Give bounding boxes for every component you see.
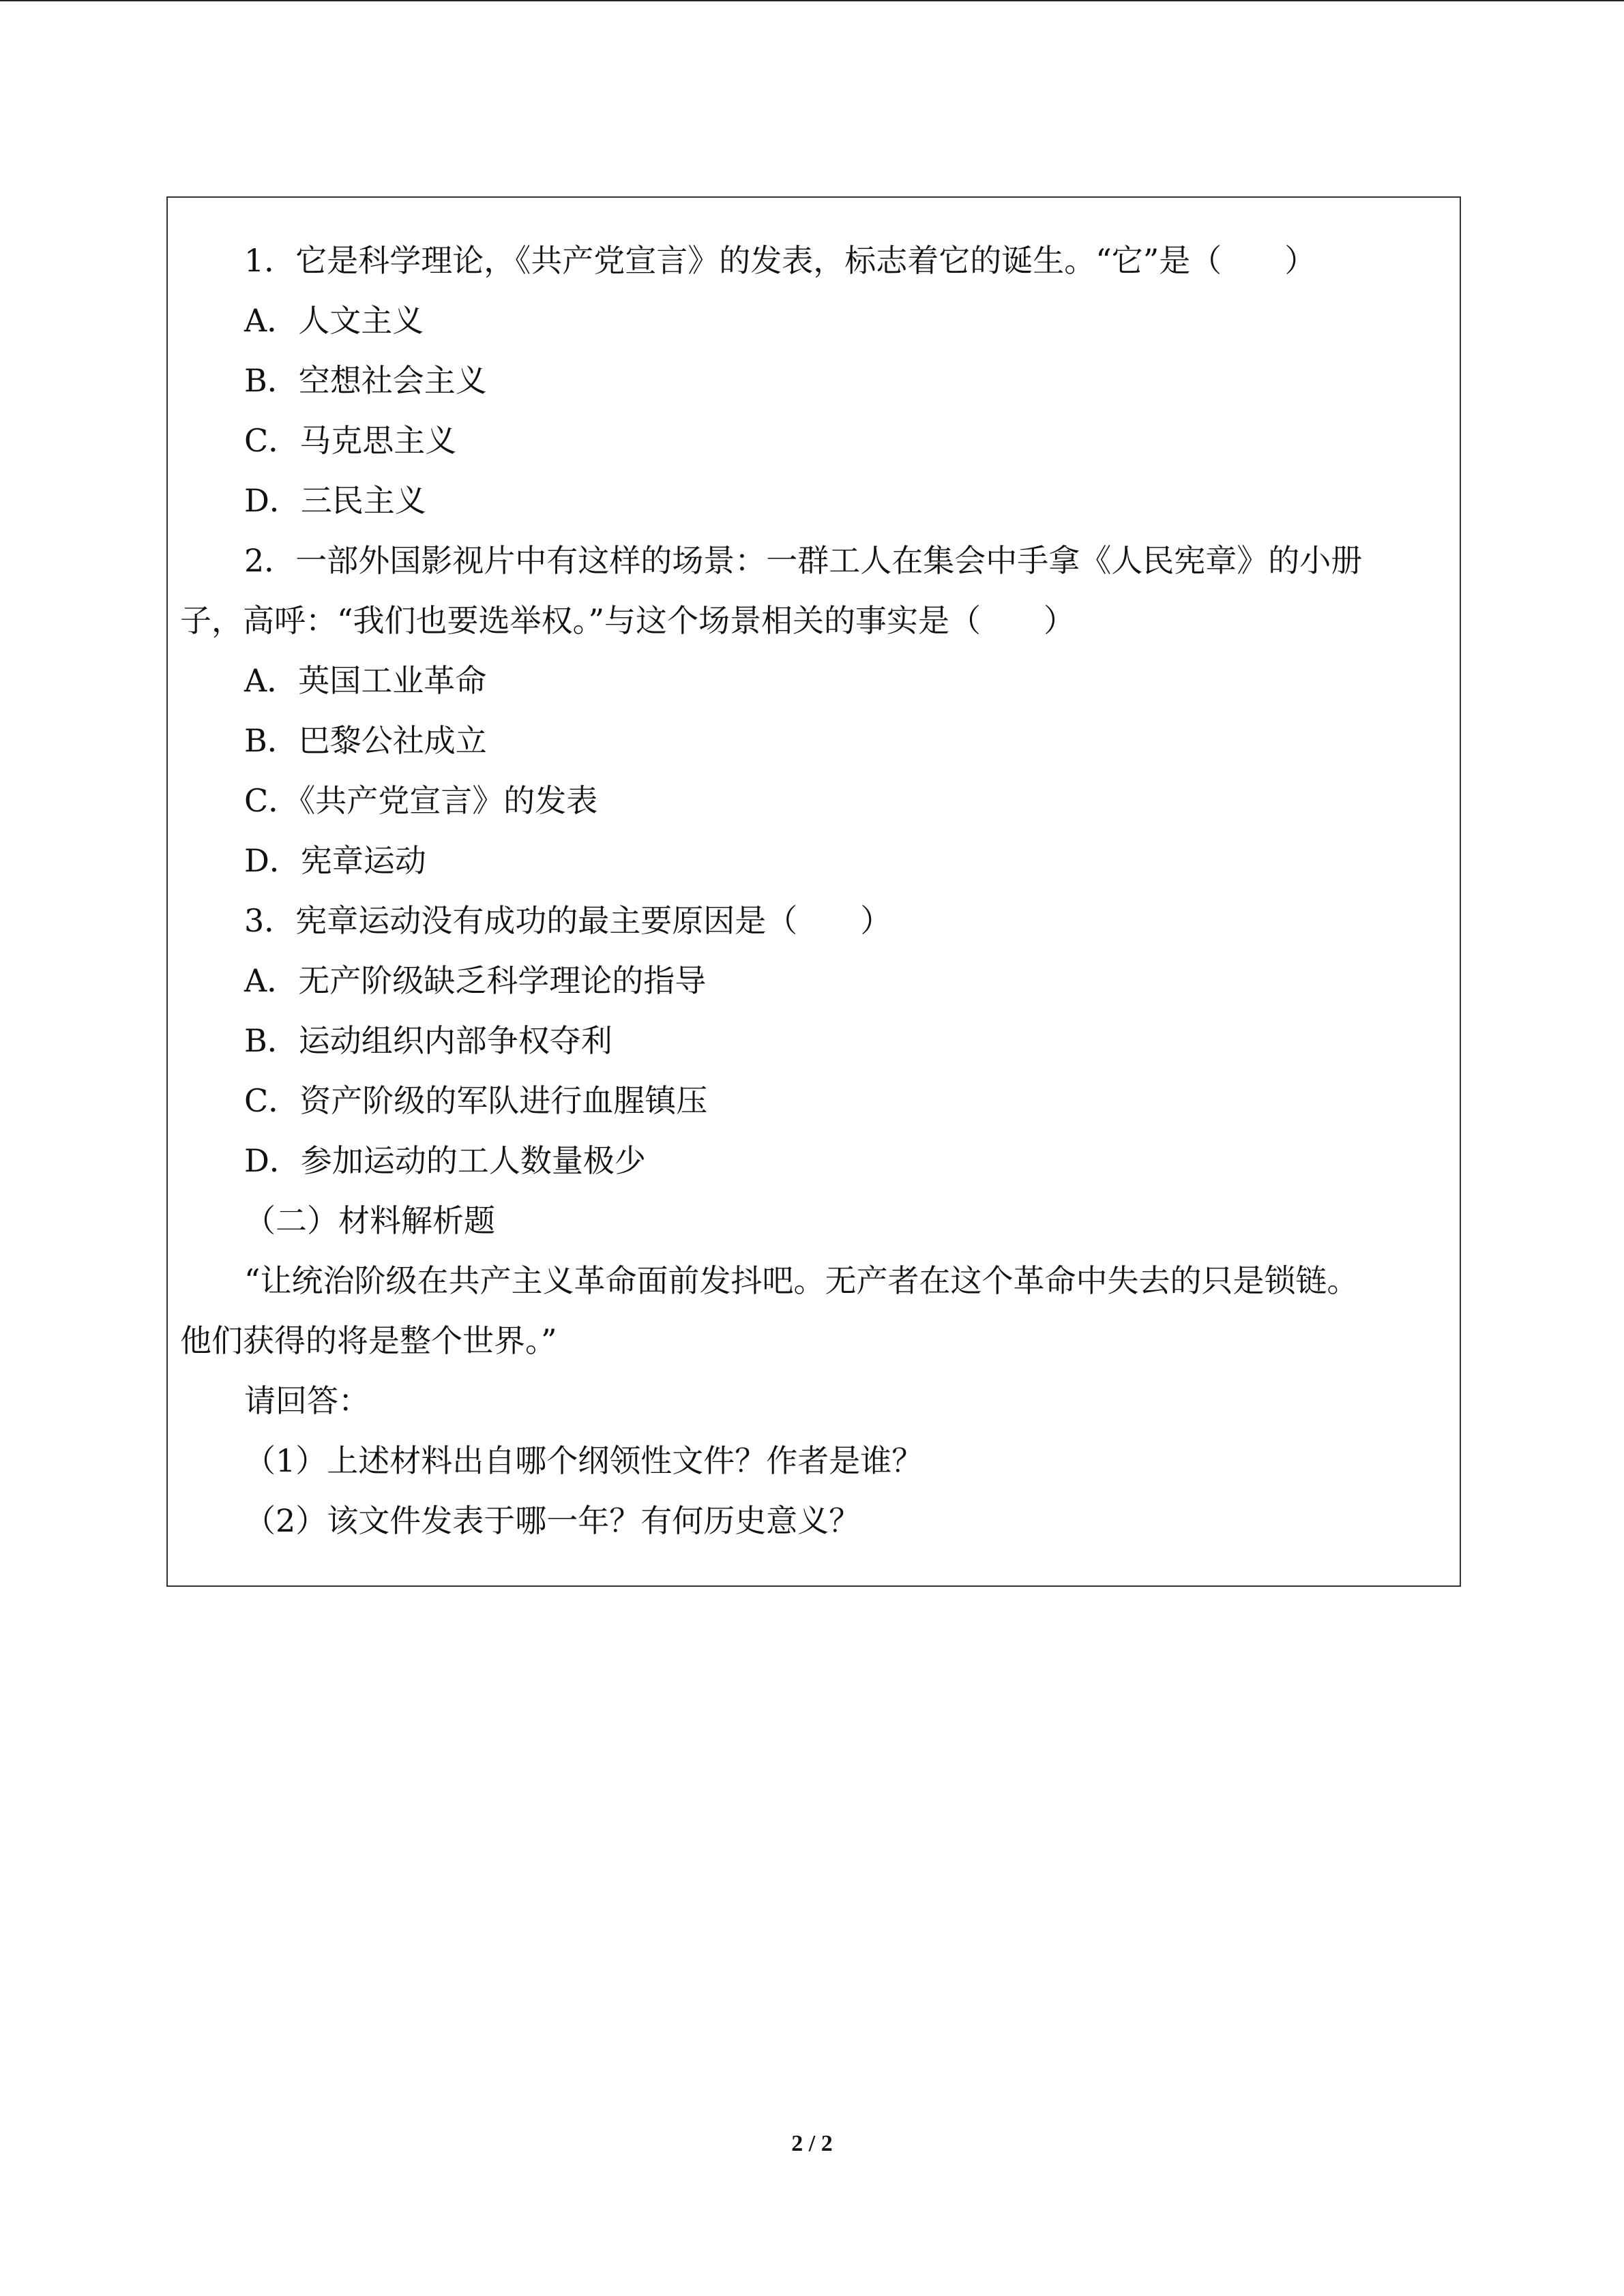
question-1-stem: 1．它是科学理论，《共产党宣言》的发表，标志着它的诞生。“它”是（ ） [244, 242, 1316, 279]
answer-prompt: 请回答： [244, 1382, 370, 1419]
material-quote-line-1: “让统治阶级在共产主义革命面前发抖吧。无产者在这个革命中失去的只是锁链。 [244, 1262, 1359, 1299]
question-2-option-a: A．英国工业革命 [244, 662, 487, 699]
sub-question-1: （1）上述材料出自哪个纲领性文件？作者是谁？ [244, 1442, 924, 1479]
page-number: 2 / 2 [791, 2131, 833, 2156]
question-2-stem-line-1: 2．一部外国影视片中有这样的场景：一群工人在集会中手拿《人民宪章》的小册 [244, 542, 1363, 579]
section-heading: （二）材料解析题 [244, 1202, 495, 1239]
question-box [166, 196, 1461, 1587]
question-3-stem: 3．宪章运动没有成功的最主要原因是（ ） [244, 902, 892, 939]
question-text-block [180, 230, 1449, 1551]
question-1-option-d: D．三民主义 [244, 482, 426, 519]
question-1-option-b: B．空想社会主义 [244, 362, 487, 399]
question-3-option-b: B．运动组织内部争权夺利 [244, 1022, 612, 1059]
question-2-stem-line-2: 子，高呼：“我们也要选举权。”与这个场景相关的事实是（ ） [180, 602, 1076, 639]
question-1-option-a: A．人文主义 [244, 302, 424, 339]
question-3-option-d: D．参加运动的工人数量极少 [244, 1142, 646, 1179]
sub-question-2: （2）该文件发表于哪一年？有何历史意义？ [244, 1502, 861, 1539]
question-3-option-a: A．无产阶级缺乏科学理论的指导 [244, 962, 707, 999]
question-3-option-c: C．资产阶级的军队进行血腥镇压 [244, 1082, 708, 1119]
material-quote-line-2: 他们获得的将是整个世界。” [180, 1322, 557, 1359]
question-1-option-c: C．马克思主义 [244, 422, 457, 459]
question-2-option-d: D．宪章运动 [244, 842, 426, 879]
question-2-option-b: B．巴黎公社成立 [244, 722, 487, 759]
question-2-option-c: C．《共产党宣言》的发表 [244, 782, 598, 819]
page-top-border [0, 0, 1624, 1]
